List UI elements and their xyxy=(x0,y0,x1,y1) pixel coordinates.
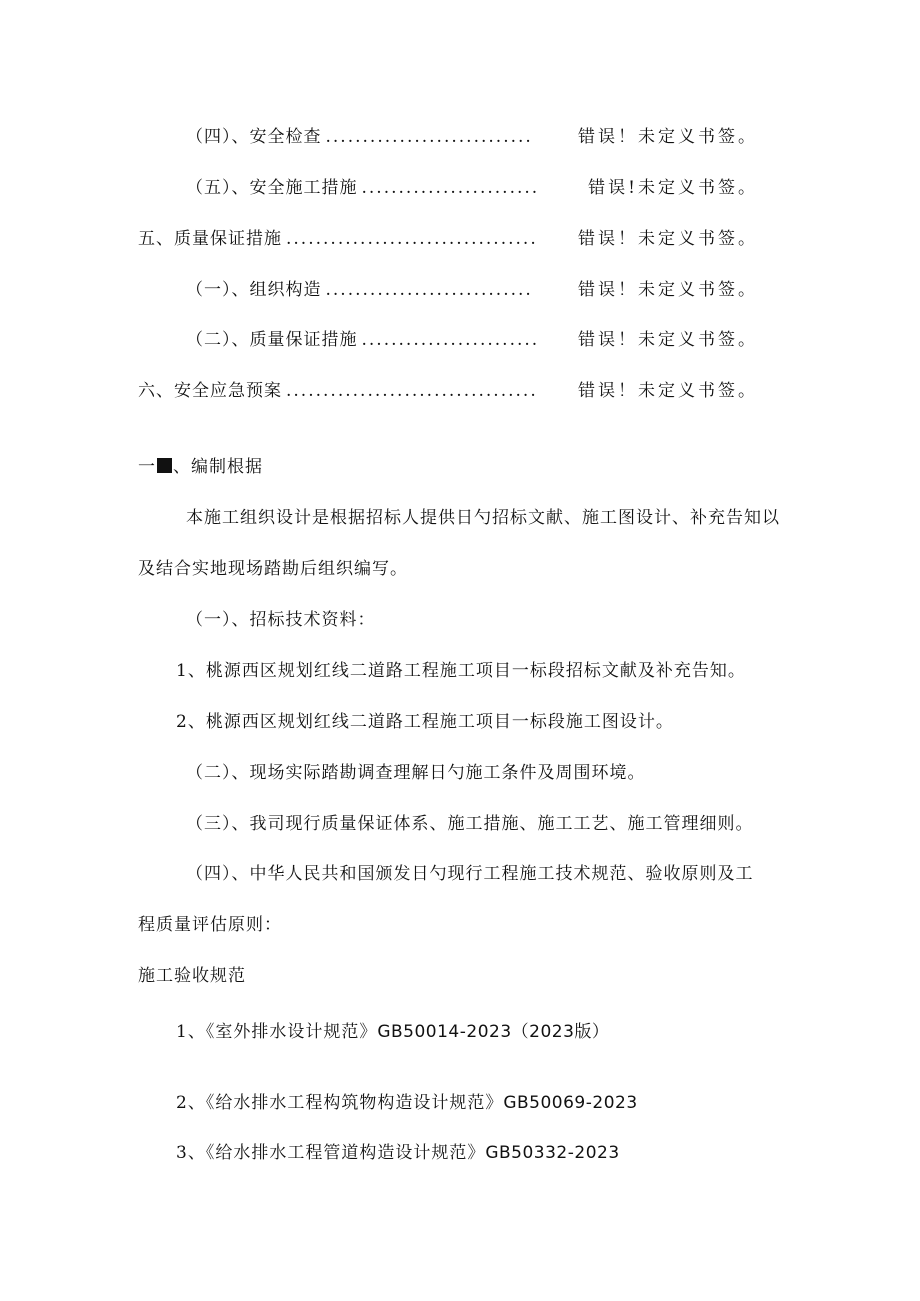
toc-leader: .................................. xyxy=(286,229,538,249)
toc-leader: ............................ xyxy=(325,280,533,300)
spec-list-heading: 施工验收规范 xyxy=(138,966,246,986)
toc-leader: ........................ xyxy=(361,178,540,198)
toc-entry-quality-assurance[interactable] xyxy=(138,227,758,251)
toc-label: 五、质量保证措施 xyxy=(138,229,282,249)
spec-name: 《给水排水工程构筑物构造设计规范》 xyxy=(205,1093,504,1113)
section-heading xyxy=(138,455,263,479)
spec-code: GB50332-2023 xyxy=(485,1143,620,1163)
heading-bullet-icon xyxy=(157,458,172,473)
toc-entry-organization-structure[interactable] xyxy=(186,278,758,302)
toc-page-ref: 错误！未定义书签。 xyxy=(578,330,758,350)
spec-item-pipeline-design xyxy=(176,1141,620,1165)
spec-code: GB50014-2023（2023版） xyxy=(377,1022,610,1042)
intro-paragraph-line-2: 及结合实地现场踏勘后组织编写。 xyxy=(138,559,408,579)
subsection-national-standards-line-2: 程质量评估原则： xyxy=(138,915,282,935)
spec-code: GB50069-2023 xyxy=(503,1093,638,1113)
section-number: 一 xyxy=(138,457,156,477)
subsection-company-system: （三）、我司现行质量保证体系、施工措施、施工工艺、施工管理细则。 xyxy=(186,814,754,834)
subsection-national-standards-line-1: （四）、中华人民共和国颁发日勺现行工程施工技术规范、验收原则及工 xyxy=(186,864,754,884)
toc-label: （二）、质量保证措施 xyxy=(186,330,358,350)
toc-page-ref: 错误！未定义书签。 xyxy=(578,280,758,300)
spec-name: 《给水排水工程管道构造设计规范》 xyxy=(205,1143,486,1163)
subsection-site-survey: （二）、现场实际踏勘调查理解日勺施工条件及周围环境。 xyxy=(186,763,646,783)
toc-page-ref: 错误！未定义书签。 xyxy=(578,127,758,147)
toc-entry-quality-measures[interactable] xyxy=(186,328,758,352)
toc-label: （五）、安全施工措施 xyxy=(186,178,358,198)
spec-item-outdoor-drainage xyxy=(176,1020,609,1044)
toc-entry-emergency-plan[interactable] xyxy=(138,379,758,403)
toc-label: （一）、组织构造 xyxy=(186,280,322,300)
list-item-tender-docs: 1、桃源西区规划红线二道路工程施工项目一标段招标文献及补充告知。 xyxy=(176,661,746,681)
toc-page-ref: 错误！未定义书签。 xyxy=(578,229,758,249)
intro-paragraph-line-1: 本施工组织设计是根据招标人提供日勺招标文献、施工图设计、补充告知以 xyxy=(186,508,780,528)
section-title: 、编制根据 xyxy=(173,457,263,477)
toc-label: （四）、安全检查 xyxy=(186,127,322,147)
spec-number: 1、 xyxy=(176,1022,206,1042)
toc-label: 六、安全应急预案 xyxy=(138,381,282,401)
toc-leader: ............................ xyxy=(325,127,533,147)
toc-entry-safety-inspection[interactable] xyxy=(186,125,758,149)
toc-entry-safety-measures[interactable] xyxy=(186,176,758,200)
subsection-tender-materials: （一）、招标技术资料： xyxy=(186,610,376,630)
spec-number: 2、 xyxy=(176,1093,206,1113)
toc-page-ref: 错误！未定义书签。 xyxy=(578,381,758,401)
spec-name: 《室外排水设计规范》 xyxy=(205,1022,378,1042)
spec-item-structures-design xyxy=(176,1091,638,1115)
toc-leader: .................................. xyxy=(286,381,538,401)
list-item-construction-drawings: 2、桃源西区规划红线二道路工程施工项目一标段施工图设计。 xyxy=(176,712,674,732)
spec-number: 3、 xyxy=(176,1143,206,1163)
toc-page-ref: 错误!未定义书签。 xyxy=(588,178,758,198)
toc-leader: ........................ xyxy=(361,330,540,350)
